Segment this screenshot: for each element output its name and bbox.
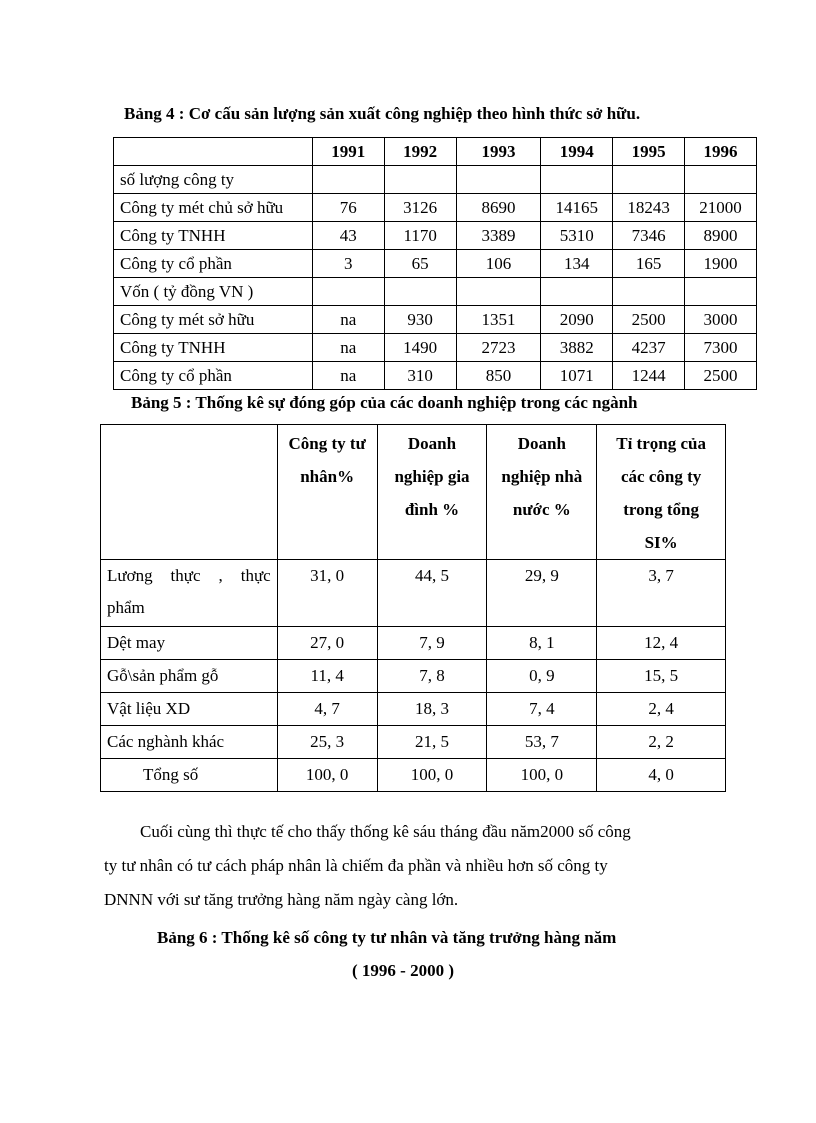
year-header: 1991 [312, 138, 384, 166]
cell: na [312, 362, 384, 390]
cell: 2500 [613, 306, 685, 334]
cell: 100, 0 [377, 759, 487, 792]
row-label: Tổng số [101, 759, 278, 792]
header-line: Doanh [407, 434, 457, 453]
table-row [101, 759, 726, 792]
cell: 3126 [384, 194, 456, 222]
cell: 7, 4 [487, 693, 597, 726]
table5-title: Bảng 5 : Thống kê sự đóng góp của các doanh nghiệp trong các ngành [131, 393, 638, 412]
cell: 11, 4 [277, 660, 377, 693]
cell: 43 [312, 222, 384, 250]
table4 [113, 137, 757, 390]
cell: 44, 5 [377, 560, 487, 627]
cell: na [312, 334, 384, 362]
cell: 106 [456, 250, 541, 278]
cell: 27, 0 [277, 627, 377, 660]
paragraph-line: Cuối cùng thì thực tế cho thấy thống kê sáu tháng đầu năm2000 số công [140, 822, 631, 841]
cell: 100, 0 [277, 759, 377, 792]
row-label: số lượng công ty [114, 166, 313, 194]
table-row [101, 693, 726, 726]
cell: 12, 4 [597, 627, 726, 660]
cell: 310 [384, 362, 456, 390]
table6-subtitle: ( 1996 - 2000 ) [352, 961, 454, 980]
cell [312, 278, 384, 306]
year-header: 1993 [456, 138, 541, 166]
cell [384, 166, 456, 194]
header-line: trong tổng [623, 500, 699, 519]
cell: 18243 [613, 194, 685, 222]
cell: 3882 [541, 334, 613, 362]
table6-title: Bảng 6 : Thống kê số công ty tư nhân và tăng trưởng hàng năm [157, 928, 617, 947]
cell [613, 166, 685, 194]
row-label: Công ty cổ phần [114, 362, 313, 390]
cell: 4, 7 [277, 693, 377, 726]
body-paragraph [104, 815, 696, 917]
cell: 2500 [685, 362, 757, 390]
cell [456, 166, 541, 194]
row-label: Công ty mét chủ sở hữu [114, 194, 313, 222]
table5-header-row [101, 425, 726, 560]
table-row [114, 166, 757, 194]
row-label: Công ty cổ phần [114, 250, 313, 278]
table4-corner [114, 138, 313, 166]
cell [685, 278, 757, 306]
table-row [114, 334, 757, 362]
cell: 3389 [456, 222, 541, 250]
cell: 3, 7 [597, 560, 726, 627]
cell [685, 166, 757, 194]
table-row [114, 250, 757, 278]
table4-title: Bảng 4 : Cơ cấu sản lượng sản xuất công nghiệp theo hình thức sở hữu. [124, 104, 641, 123]
column-header [277, 425, 377, 560]
table-row [114, 278, 757, 306]
row-label: Các nghành khác [101, 726, 278, 759]
cell: 31, 0 [277, 560, 377, 627]
paragraph-line: DNNN với sư tăng trưởng hàng năm ngày càng lớn. [104, 890, 459, 909]
row-label: Vốn ( tỷ đồng VN ) [114, 278, 313, 306]
cell: 7, 8 [377, 660, 487, 693]
cell: 53, 7 [487, 726, 597, 759]
cell: 25, 3 [277, 726, 377, 759]
cell: 15, 5 [597, 660, 726, 693]
header-line: Công ty tư [288, 434, 366, 453]
cell: 29, 9 [487, 560, 597, 627]
header-line: đình % [404, 500, 460, 519]
cell: 0, 9 [487, 660, 597, 693]
cell [541, 166, 613, 194]
cell: 8, 1 [487, 627, 597, 660]
cell: 18, 3 [377, 693, 487, 726]
cell: 3 [312, 250, 384, 278]
cell: 21000 [685, 194, 757, 222]
year-header: 1992 [384, 138, 456, 166]
column-header [377, 425, 487, 560]
cell: 8690 [456, 194, 541, 222]
paragraph-line: ty tư nhân có tư cách pháp nhân là chiếm đa phần và nhiều hơn số công ty [104, 856, 608, 875]
cell: 7, 9 [377, 627, 487, 660]
cell: 134 [541, 250, 613, 278]
row-label: Gỗ\sản phẩm gỗ [101, 660, 278, 693]
cell: 21, 5 [377, 726, 487, 759]
cell: 3000 [685, 306, 757, 334]
header-line: nghiệp nhà [501, 467, 583, 486]
cell: 2723 [456, 334, 541, 362]
cell [456, 278, 541, 306]
table4-header-row [114, 138, 757, 166]
table-row [101, 726, 726, 759]
cell: 1351 [456, 306, 541, 334]
column-header [487, 425, 597, 560]
table-row [101, 560, 726, 627]
cell: 2090 [541, 306, 613, 334]
cell: 1244 [613, 362, 685, 390]
header-line: nước % [512, 500, 571, 519]
table5-corner [101, 425, 278, 560]
year-header: 1994 [541, 138, 613, 166]
cell: na [312, 306, 384, 334]
header-line: Tỉ trọng của [616, 434, 706, 453]
cell: 930 [384, 306, 456, 334]
row-label: Công ty TNHH [114, 334, 313, 362]
header-line: SI% [644, 533, 678, 552]
cell: 8900 [685, 222, 757, 250]
table-row [114, 194, 757, 222]
cell [384, 278, 456, 306]
cell [613, 278, 685, 306]
year-header: 1996 [685, 138, 757, 166]
table-row [114, 306, 757, 334]
cell: 7300 [685, 334, 757, 362]
header-line: nghiệp gia [394, 467, 470, 486]
table5 [100, 424, 726, 792]
table-row [101, 627, 726, 660]
cell: 2, 4 [597, 693, 726, 726]
cell: 65 [384, 250, 456, 278]
cell: 76 [312, 194, 384, 222]
row-label: Công ty TNHH [114, 222, 313, 250]
cell: 1170 [384, 222, 456, 250]
cell: 5310 [541, 222, 613, 250]
column-header [597, 425, 726, 560]
cell: 4, 0 [597, 759, 726, 792]
header-line: các công ty [620, 467, 702, 486]
cell: 165 [613, 250, 685, 278]
cell: 100, 0 [487, 759, 597, 792]
cell: 2, 2 [597, 726, 726, 759]
cell: 850 [456, 362, 541, 390]
cell: 7346 [613, 222, 685, 250]
year-header: 1995 [613, 138, 685, 166]
table-row [114, 222, 757, 250]
header-line: Doanh [517, 434, 566, 453]
row-label: Lương thực , thực phẩm [101, 560, 278, 627]
row-label: Công ty mét sở hữu [114, 306, 313, 334]
cell: 4237 [613, 334, 685, 362]
row-label: Dệt may [101, 627, 278, 660]
cell: 1490 [384, 334, 456, 362]
cell [541, 278, 613, 306]
cell: 1071 [541, 362, 613, 390]
cell: 14165 [541, 194, 613, 222]
table-row [101, 660, 726, 693]
cell [312, 166, 384, 194]
cell: 1900 [685, 250, 757, 278]
row-label: Vật liệu XD [101, 693, 278, 726]
table-row [114, 362, 757, 390]
header-line: nhân% [300, 467, 355, 486]
